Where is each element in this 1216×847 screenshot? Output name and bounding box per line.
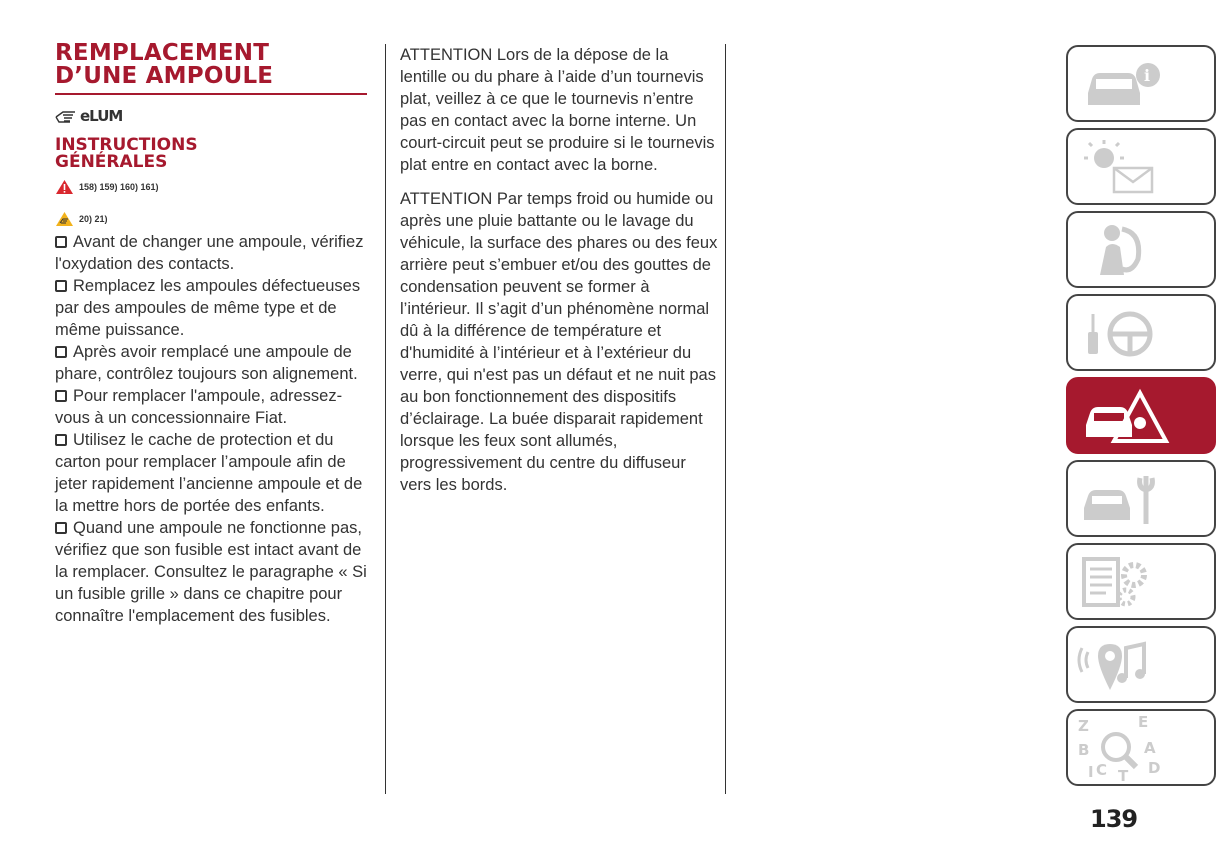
checkbox-bullet-icon xyxy=(55,434,67,446)
list-item: Pour remplacer l'ampoule, adressez-vous à un concessionnaire Fiat. xyxy=(55,387,343,427)
key-steering-icon xyxy=(1078,302,1158,364)
attention-paragraph-1: ATTENTION Lors de la dépose de la lentille ou du phare à l’aide d’un tournevis plat, veillez à ce que le tournevis n’entre pas en contact avec la borne interne. Un court-circuit peut se produire si le tournevis plat entre en contact avec la borne. xyxy=(400,46,715,174)
section-subtitle xyxy=(55,137,367,171)
pointing-hand-icon xyxy=(55,108,77,124)
checkbox-bullet-icon xyxy=(55,280,67,292)
safety-airbag-icon xyxy=(1078,219,1158,281)
svg-text:Z: Z xyxy=(1078,717,1089,735)
car-info-icon xyxy=(1078,53,1158,115)
column-divider-left xyxy=(385,44,386,794)
checkbox-bullet-icon xyxy=(55,390,67,402)
technical-data-icon xyxy=(1078,551,1158,613)
svg-text:E: E xyxy=(1138,713,1149,731)
warning-refs-line xyxy=(55,177,367,197)
attention-paragraph-2: ATTENTION Par temps froid ou humide ou après une pluie battante ou le lavage du véhicule, la surface des phares ou des feux arrière peut s’embuer et/ou des gouttes de condensation peuvent se former à l’intérieur. Il s’agit d’un phénomène normal dû à la différence de température et d'humidité à l’intérieur et à l’extérieur du verre, qui n'est pas un défaut et ne nuit pas au bon fonctionnement des dispositifs d’éclairage. La buée disparait rapidement lorsque les feux sont allumés, progressivement du centre du diffuseur vers les bords. xyxy=(400,190,718,494)
svg-text:T: T xyxy=(1118,767,1129,785)
tab-multimedia[interactable] xyxy=(1066,626,1216,703)
middle-column xyxy=(400,44,718,508)
checkbox-bullet-icon xyxy=(55,236,67,248)
column-divider-right xyxy=(725,44,726,794)
svg-text:A: A xyxy=(1144,739,1156,757)
svg-text:B: B xyxy=(1078,741,1090,759)
caution-refs-line xyxy=(55,209,367,229)
checkbox-bullet-icon xyxy=(55,346,67,358)
tab-maintenance[interactable] xyxy=(1066,460,1216,537)
svg-text:I: I xyxy=(1088,763,1094,781)
title-line-2: D’UNE AMPOULE xyxy=(55,63,274,89)
list-item: Après avoir remplacé une ampoule de phare, contrôlez toujours son alignement. xyxy=(55,343,358,383)
tab-warning-lights[interactable] xyxy=(1066,128,1216,205)
svg-text:i: i xyxy=(1144,66,1151,85)
svg-text:C: C xyxy=(1096,761,1108,779)
title-line-1: REMPLACEMENT xyxy=(55,40,270,66)
tab-index[interactable] xyxy=(1066,709,1216,786)
svg-text:D: D xyxy=(1148,759,1161,777)
elum-marker xyxy=(55,105,367,127)
tab-safety[interactable] xyxy=(1066,211,1216,288)
caution-hand-icon xyxy=(55,211,74,227)
tab-starting-driving[interactable] xyxy=(1066,294,1216,371)
checkbox-bullet-icon xyxy=(55,522,67,534)
warning-triangle-icon xyxy=(55,179,74,195)
tab-technical-data[interactable] xyxy=(1066,543,1216,620)
multimedia-icon xyxy=(1078,634,1158,696)
instruction-list xyxy=(55,231,367,627)
page-number: 139 xyxy=(1090,805,1138,833)
list-item: Avant de changer une ampoule, vérifiez l'oxydation des contacts. xyxy=(55,233,364,273)
left-column xyxy=(55,42,367,627)
tab-car-info[interactable] xyxy=(1066,45,1216,122)
page-title xyxy=(55,42,367,91)
warning-refs: 158) 159) 160) 161) xyxy=(79,182,159,192)
title-rule xyxy=(55,93,367,95)
warning-lights-icon xyxy=(1078,136,1158,198)
list-item: Utilisez le cache de protection et du carton pour remplacer l’ampoule afin de jeter rapidement l’ancienne ampoule et de la mettre hors de portée des enfants. xyxy=(55,431,363,515)
subtitle-line-2: GÉNÉRALES xyxy=(55,152,168,172)
emergency-icon xyxy=(1078,385,1158,447)
elum-label: eLUM xyxy=(80,107,123,125)
list-item: Remplacez les ampoules défectueuses par des ampoules de même type et de même puissance. xyxy=(55,277,361,339)
index-icon xyxy=(1078,713,1161,785)
caution-refs: 20) 21) xyxy=(79,214,108,224)
list-item: Quand une ampoule ne fonctionne pas, vérifiez que son fusible est intact avant de la remplacer. Consultez le paragraphe « Si un fusible grille » dans ce chapitre pour connaître l'emplacement des fusibles. xyxy=(55,519,367,625)
maintenance-icon xyxy=(1078,468,1158,530)
tab-emergency[interactable] xyxy=(1066,377,1216,454)
subtitle-line-1: INSTRUCTIONS xyxy=(55,135,198,155)
